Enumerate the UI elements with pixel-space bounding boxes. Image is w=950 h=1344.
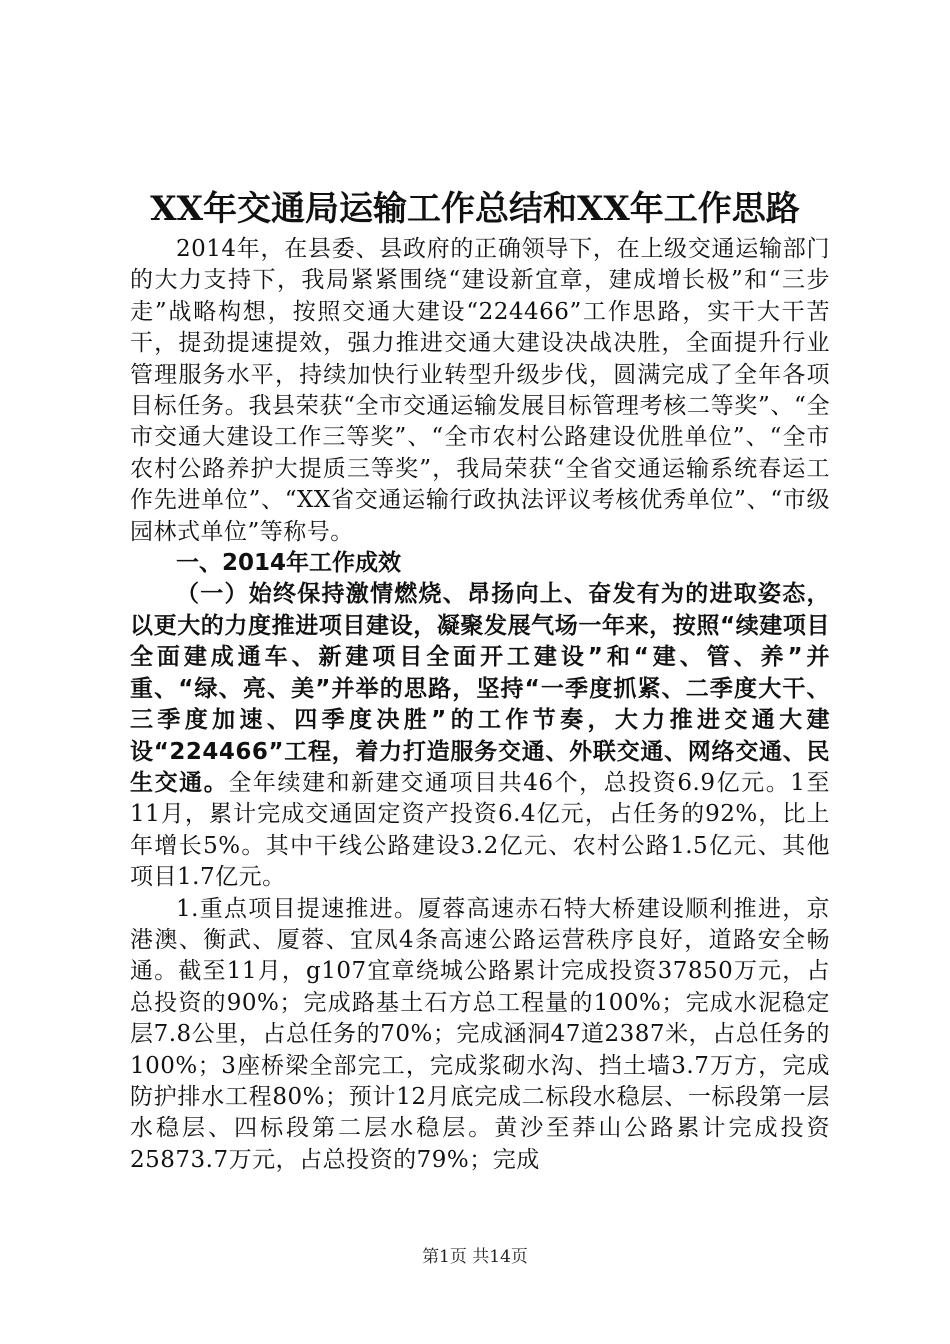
document-title: XX年交通局运输工作总结和XX年工作思路 xyxy=(150,189,800,229)
section-detail-text: 全年续建和新建交通项目共46个，总投资6.9亿元。1至11月，累计完成交通固定资产投资6.4亿元，占任务的92%，比上年增长5%。其中干线公路建设3.2亿元、农村公路1.5亿元、其他项目1.7亿元。 xyxy=(130,769,831,891)
page-footer: 第1页 共14页 xyxy=(422,1247,528,1267)
item-paragraph: 1.重点项目提速推进。厦蓉高速赤石特大桥建设顺利推进，京港澳、衡武、厦蓉、宜凤4条高速公路运营秩序良好，道路安全畅通。截至11月，g107宜章绕城公路累计完成投资37850万元，占总投资的90%；完成路基土石方总工程量的100%；完成水泥稳定层7.8公里，占总任务的70%；完成涵洞47道2387米，占总任务的100%；3座桥梁全部完工，完成浆砌水沟、挡土墙3.7万方，完成防护排水工程80%；预计12月底完成二标段水稳层、一标段第一层水稳层、四标段第二层水稳层。黄沙至莽山公路累计完成投资25873.7万元，占总投资的79%；完成 xyxy=(130,895,830,1173)
document-body xyxy=(130,234,830,1176)
section-lead-text: （一）始终保持激情燃烧、昂扬向上、奋发有为的进取姿态，以更大的力度推进项目建设，凝聚发展气场一年来，按照“续建项目全面建成通车、新建项目全面开工建设”和“建、管、养”并重、“绿、亮、美”并举的思路，坚持“一季度抓紧、二季度大干、三季度加速、四季度决胜”的工作节奏，大力推进交通大建设“224466”工程，着力打造服务交通、外联交通、网络交通、民生交通。 xyxy=(130,581,830,796)
section-heading: 一、2014年工作成效 xyxy=(176,550,402,577)
section-paragraph xyxy=(130,579,830,893)
intro-paragraph: 2014年，在县委、县政府的正确领导下，在上级交通运输部门的大力支持下，我局紧紧围绕“建设新宜章，建成增长极”和“三步走”战略构想，按照交通大建设“224466”工作思路，实干大干苦干，提劲提速提效，强力推进交通大建设决战决胜，全面提升行业管理服务水平，持续加快行业转型升级步伐，圆满完成了全年各项目标任务。我县荣获“全市交通运输发展目标管理考核二等奖”、“全市交通大建设工作三等奖”、“全市农村公路建设优胜单位”、“全市农村公路养护大提质三等奖”，我局荣获“全省交通运输系统春运工作先进单位”、“XX省交通运输行政执法评议考核优秀单位”、“市级园林式单位”等称号。 xyxy=(130,236,830,545)
